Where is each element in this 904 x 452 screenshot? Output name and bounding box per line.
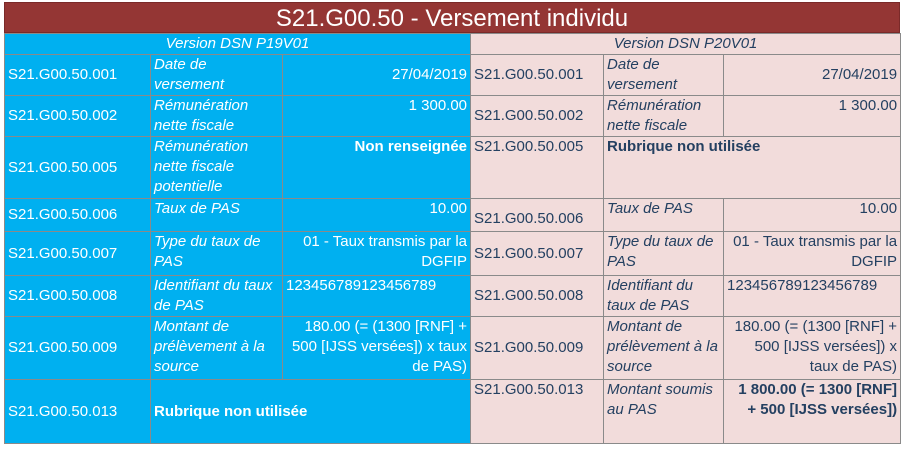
table-row [5, 137, 901, 199]
right-label-cell: Montant de prélèvement à la source [604, 317, 724, 380]
right-code-cell: S21.G00.50.007 [471, 232, 604, 276]
right-code-cell: S21.G00.50.001 [471, 55, 604, 96]
right-value-cell: 01 - Taux transmis par la DGFIP [724, 232, 901, 276]
right-value-cell: 123456789123456789 [724, 276, 901, 317]
table-row [5, 55, 901, 96]
left-code-cell: S21.G00.50.001 [5, 55, 151, 96]
right-label-cell: Type du taux de PAS [604, 232, 724, 276]
table-row [5, 276, 901, 317]
right-code-cell: S21.G00.50.002 [471, 96, 604, 137]
right-label-cell: Rémunération nette fiscale [604, 96, 724, 137]
right-version-header: Version DSN P20V01 [471, 34, 901, 55]
right-code-cell: S21.G00.50.006 [471, 199, 604, 232]
left-label-cell: Date de versement [151, 55, 283, 96]
right-code-cell: S21.G00.50.009 [471, 317, 604, 380]
right-label-cell: Identifiant du taux de PAS [604, 276, 724, 317]
comparison-table [4, 33, 901, 444]
left-label-cell: Montant de prélèvement à la source [151, 317, 283, 380]
left-label-cell: Rémunération nette fiscale [151, 96, 283, 137]
left-value-cell: 10.00 [283, 199, 471, 232]
right-label-cell: Taux de PAS [604, 199, 724, 232]
right-value-cell: 1 800.00 (= 1300 [RNF] + 500 [IJSS versées]) [724, 380, 901, 444]
left-code-cell: S21.G00.50.013 [5, 380, 151, 444]
left-code-cell: S21.G00.50.007 [5, 232, 151, 276]
left-code-cell: S21.G00.50.008 [5, 276, 151, 317]
right-code-cell: S21.G00.50.008 [471, 276, 604, 317]
document-table-container [4, 2, 900, 444]
table-row [5, 317, 901, 380]
left-code-cell: S21.G00.50.006 [5, 199, 151, 232]
left-label-cell: Taux de PAS [151, 199, 283, 232]
left-code-cell: S21.G00.50.005 [5, 137, 151, 199]
left-value-cell: 27/04/2019 [283, 55, 471, 96]
right-value-cell: 180.00 (= (1300 [RNF] + 500 [IJSS versées]) x taux de PAS) [724, 317, 901, 380]
table-row [5, 96, 901, 137]
left-merged-cell: Rubrique non utilisée [151, 380, 471, 444]
right-value-cell: 1 300.00 [724, 96, 901, 137]
page-title: S21.G00.50 - Versement individu [4, 2, 900, 33]
left-version-header: Version DSN P19V01 [5, 34, 471, 55]
left-label-cell: Rémunération nette fiscale potentielle [151, 137, 283, 199]
table-row [5, 380, 901, 444]
left-value-cell: 01 - Taux transmis par la DGFIP [283, 232, 471, 276]
left-value-cell: 123456789123456789 [283, 276, 471, 317]
left-value-cell: 1 300.00 [283, 96, 471, 137]
left-code-cell: S21.G00.50.002 [5, 96, 151, 137]
right-code-cell: S21.G00.50.013 [471, 380, 604, 444]
left-value-cell: Non renseignée [283, 137, 471, 199]
right-code-cell: S21.G00.50.005 [471, 137, 604, 199]
version-header-row [5, 34, 901, 55]
table-row [5, 232, 901, 276]
table-row [5, 199, 901, 232]
right-merged-cell: Rubrique non utilisée [604, 137, 901, 199]
left-value-cell: 180.00 (= (1300 [RNF] + 500 [IJSS versées]) x taux de PAS) [283, 317, 471, 380]
right-value-cell: 27/04/2019 [724, 55, 901, 96]
right-label-cell: Date de versement [604, 55, 724, 96]
left-code-cell: S21.G00.50.009 [5, 317, 151, 380]
right-value-cell: 10.00 [724, 199, 901, 232]
right-label-cell: Montant soumis au PAS [604, 380, 724, 444]
left-label-cell: Type du taux de PAS [151, 232, 283, 276]
left-label-cell: Identifiant du taux de PAS [151, 276, 283, 317]
